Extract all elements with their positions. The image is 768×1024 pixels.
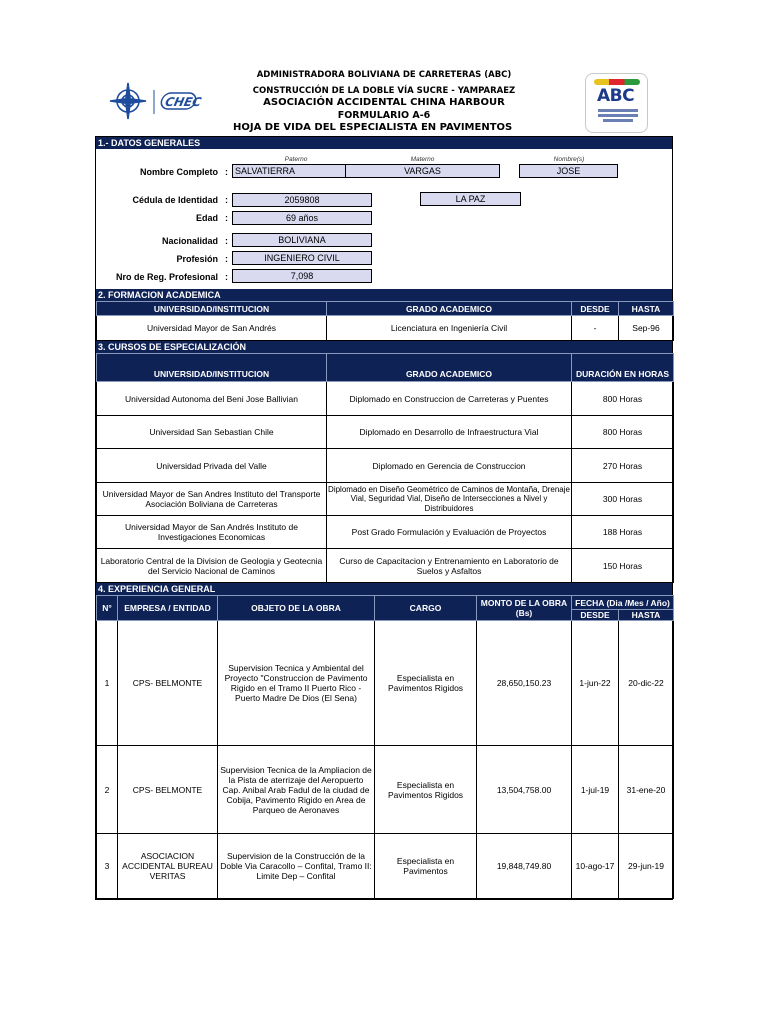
cell-degree: Licenciatura en Ingeniería Civil: [327, 316, 572, 341]
table-row: [97, 746, 674, 834]
cell-from: 1-jul-19: [572, 746, 619, 834]
cell-project: Supervision Tecnica y Ambiental del Proyecto "Construccion de Pavimento Rigido en el Tramo II Puerto Rico - Puerto Madre De Dios (El Sena): [218, 621, 375, 746]
cell-from: 10-ago-17: [572, 834, 619, 899]
cell-from: -: [572, 316, 619, 341]
cell-company: ASOCIACION ACCIDENTAL BUREAU VERITAS: [118, 834, 218, 899]
table-row: [97, 483, 674, 516]
field-nombres[interactable]: JOSE: [519, 164, 618, 178]
cell-degree: Diplomado en Construccion de Carreteras y Puentes: [327, 382, 572, 416]
cell-degree: Curso de Capacitacion y Entrenamiento en Laboratorio de Suelos y Asfaltos: [327, 549, 572, 583]
label-age: Edad: [195, 213, 218, 223]
colon: :: [225, 236, 228, 246]
label-full-name: Nombre Completo: [139, 167, 218, 177]
col-header-to: HASTA: [619, 610, 674, 621]
chec-wordmark: [160, 93, 203, 109]
cell-hours: 150 Horas: [572, 549, 674, 583]
label-nationality: Nacionalidad: [161, 236, 218, 246]
table-row: [97, 316, 674, 341]
field-paterno[interactable]: SALVATIERRA: [232, 164, 372, 178]
field-professional-reg[interactable]: 7,098: [232, 269, 372, 283]
field-profession[interactable]: INGENIERO CIVIL: [232, 251, 372, 265]
cell-degree: Post Grado Formulación y Evaluación de Proyectos: [327, 516, 572, 549]
col-header-from: DESDE: [572, 302, 619, 316]
col-header-from: DESDE: [572, 610, 619, 621]
abc-logo-stripe: [594, 79, 640, 85]
col-header-company: EMPRESA / ENTIDAD: [118, 596, 218, 621]
compass-emblem-icon: [110, 83, 146, 119]
cell-position: Especialista en Pavimentos: [375, 834, 477, 899]
col-header-institution: UNIVERSIDAD/INSTITUCION: [97, 354, 327, 382]
col-header-date: FECHA (Dia /Mes / Año): [572, 596, 674, 610]
cell-hours: 800 Horas: [572, 416, 674, 449]
cell-amount: 28,650,150.23: [477, 621, 572, 746]
col-header-hours: DURACIÓN EN HORAS: [572, 354, 674, 382]
table-row: [97, 416, 674, 449]
label-materno: Materno: [410, 156, 435, 163]
header-form-number: FORMULARIO A-6: [337, 110, 431, 121]
header-association: ASOCIACIÓN ACCIDENTAL CHINA HARBOUR: [263, 97, 505, 108]
colon: :: [225, 195, 228, 205]
section-courses-title: 3. CURSOS DE ESPECIALIZACIÓN: [96, 341, 672, 353]
cell-project: Supervision de la Construcción de la Doble Via Caracollo – Confital, Tramo II: Limite Dep – Confital: [218, 834, 375, 899]
academic-table: [96, 301, 674, 341]
col-header-position: CARGO: [375, 596, 477, 621]
abc-logo-caption: [598, 109, 638, 124]
cell-company: CPS- BELMONTE: [118, 746, 218, 834]
cell-from: 1-jun-22: [572, 621, 619, 746]
cell-institution: Universidad Mayor de San Andrés Instituto de Investigaciones Economicas: [97, 516, 327, 549]
colon: :: [225, 167, 228, 177]
cell-degree: Diplomado en Desarrollo de Infraestructura Vial: [327, 416, 572, 449]
col-header-degree: GRADO ACADEMICO: [327, 302, 572, 316]
cell-institution: Universidad Mayor de San Andres Instituto del Transporte Asociación Boliviana de Carreteras: [97, 483, 327, 516]
colon: :: [225, 254, 228, 264]
field-id-card[interactable]: 2059808: [232, 193, 372, 207]
cell-degree: Diplomado en Diseño Geométrico de Caminos de Montaña, Drenaje Vial, Seguridad Vial, Diseño de Intersecciones a Nivel y Distribuidores: [327, 483, 572, 516]
col-header-project: OBJETO DE LA OBRA: [218, 596, 375, 621]
cell-hours: 188 Horas: [572, 516, 674, 549]
svg-text:CHEC: CHEC: [163, 95, 203, 109]
header-admin: ADMINISTRADORA BOLIVIANA DE CARRETERAS (ABC): [256, 70, 512, 80]
field-age[interactable]: 69 años: [232, 211, 372, 225]
section-general-data-title: 1.- DATOS GENERALES: [96, 137, 672, 149]
table-row: [97, 834, 674, 899]
abc-logo: [585, 73, 648, 133]
cell-institution: Universidad Autonoma del Beni Jose Ballivian: [97, 382, 327, 416]
field-nationality[interactable]: BOLIVIANA: [232, 233, 372, 247]
col-header-institution: UNIVERSIDAD/INSTITUCION: [97, 302, 327, 316]
cell-project: Supervision Tecnica de la Ampliacion de la Pista de aterrizaje del Aeropuerto Cap. Anibal Arab Fadul de la ciudad de Cobija, Pavimento Rigido en Area de Parqueo de Aeronaves: [218, 746, 375, 834]
cell-to: 31-ene-20: [619, 746, 674, 834]
cell-to: 20-dic-22: [619, 621, 674, 746]
cell-hours: 800 Horas: [572, 382, 674, 416]
cell-hours: 270 Horas: [572, 449, 674, 483]
cell-institution: Universidad Privada del Valle: [97, 449, 327, 483]
cell-institution: Laboratorio Central de la Division de Geologia y Geotecnia del Servicio Nacional de Caminos: [97, 549, 327, 583]
field-id-place[interactable]: LA PAZ: [420, 192, 521, 206]
label-professional-reg: Nro de Reg. Profesional: [115, 272, 218, 282]
cell-to: 29-jun-19: [619, 834, 674, 899]
section-experience-title: 4. EXPERIENCIA GENERAL: [96, 583, 672, 595]
cell-institution: Universidad Mayor de San Andrés: [97, 316, 327, 341]
label-nombres: Nombre(s): [553, 156, 585, 163]
header-form-title: HOJA DE VIDA DEL ESPECIALISTA EN PAVIMENTOS: [233, 122, 513, 133]
chec-logo: [108, 80, 208, 122]
cell-to: Sep-96: [619, 316, 674, 341]
cell-position: Especialista en Pavimentos Rigidos: [375, 746, 477, 834]
table-row: [97, 382, 674, 416]
cell-number: 1: [97, 621, 118, 746]
cell-number: 2: [97, 746, 118, 834]
col-header-degree: GRADO ACADEMICO: [327, 354, 572, 382]
table-row: [97, 621, 674, 746]
abc-logo-text: ABC: [597, 86, 635, 106]
cell-number: 3: [97, 834, 118, 899]
label-id-card: Cédula de Identidad: [132, 195, 218, 205]
header-project: CONSTRUCCIÓN DE LA DOBLE VÍA SUCRE - YAMPARAEZ: [252, 86, 516, 96]
cell-position: Especialista en Pavimentos Rigidos: [375, 621, 477, 746]
table-row: [97, 449, 674, 483]
cell-hours: 300 Horas: [572, 483, 674, 516]
table-row: [97, 549, 674, 583]
label-paterno: Paterno: [284, 156, 308, 163]
colon: :: [225, 213, 228, 223]
cell-company: CPS- BELMONTE: [118, 621, 218, 746]
section-academic-title: 2. FORMACION ACADEMICA: [96, 289, 672, 301]
colon: :: [225, 272, 228, 282]
cell-institution: Universidad San Sebastian Chile: [97, 416, 327, 449]
cell-degree: Diplomado en Gerencia de Construccion: [327, 449, 572, 483]
col-header-to: HASTA: [619, 302, 674, 316]
experience-table: [96, 595, 674, 899]
courses-table: [96, 353, 674, 583]
table-row: [97, 516, 674, 549]
label-profession: Profesión: [176, 254, 218, 264]
field-materno[interactable]: VARGAS: [345, 164, 500, 178]
col-header-number: N°: [97, 596, 118, 621]
cell-amount: 19,848,749.80: [477, 834, 572, 899]
col-header-amount: MONTO DE LA OBRA (Bs): [477, 596, 572, 621]
cell-amount: 13,504,758.00: [477, 746, 572, 834]
